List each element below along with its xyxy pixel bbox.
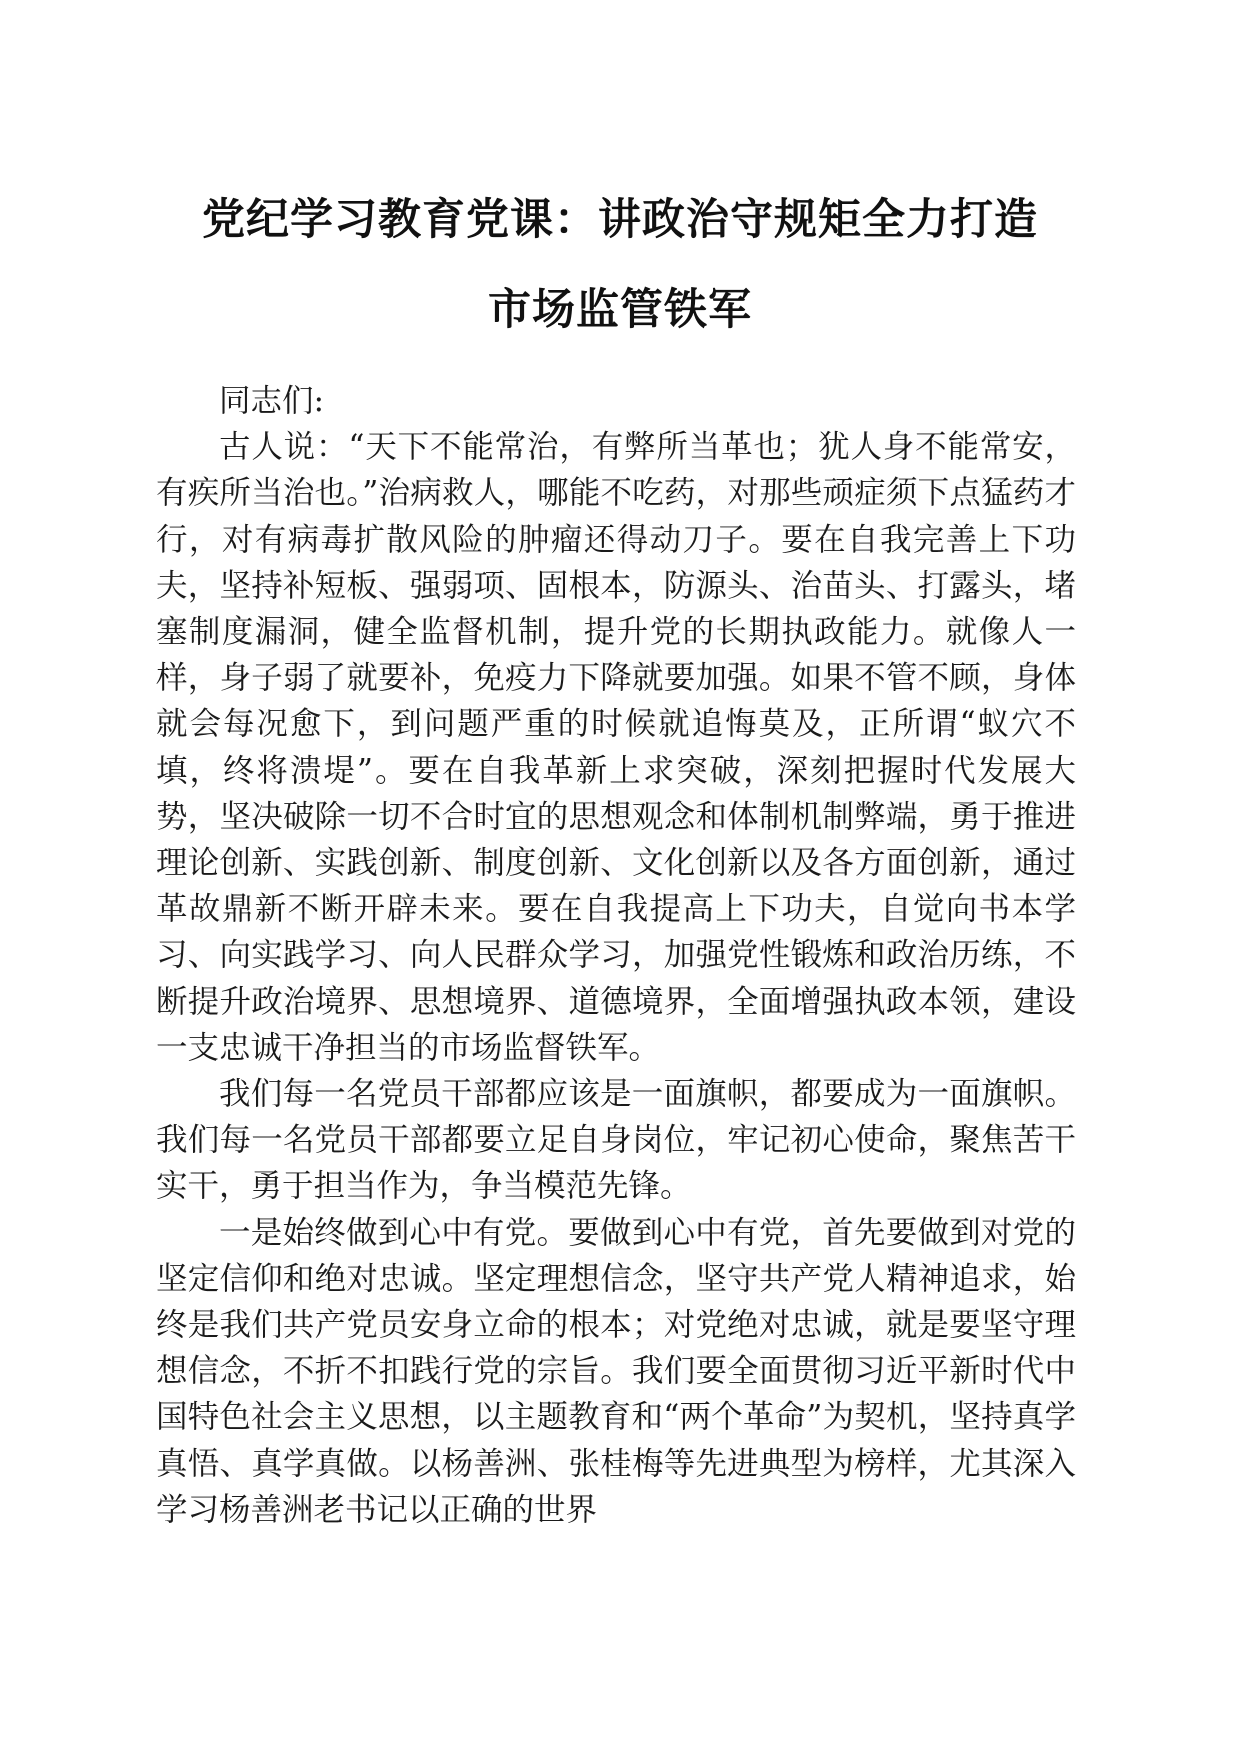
- greeting: 同志们:: [219, 383, 325, 419]
- paragraph-1: 古人说：“天下不能常治，有弊所当革也；犹人身不能常安，有疾所当治也。”治病救人，哪能不吃药，对那些顽症须下点猛药才行，对有病毒扩散风险的肿瘤还得动刀子。要在自我完善上下功夫，坚持补短板、强弱项、固根本，防源头、治苗头、打露头，堵塞制度漏洞，健全监督机制，提升党的长期执政能力。就像人一样，身子弱了就要补，免疫力下降就要加强。如果不管不顾，身体就会每况愈下，到问题严重的时候就追悔莫及，正所谓“蚁穴不填，终将溃堤”。要在自我革新上求突破，深刻把握时代发展大势，坚决破除一切不合时宜的思想观念和体制机制弊端，勇于推进理论创新、实践创新、制度创新、文化创新以及各方面创新，通过革故鼎新不断开辟未来。要在自我提高上下功夫，自觉向书本学习、向实践学习、向人民群众学习，加强党性锻炼和政治历练，不断提升政治境界、思想境界、道德境界，全面增强执政本领，建设一支忠诚干净担当的市场监督铁军。: [156, 429, 1076, 1066]
- paragraph-2: 我们每一名党员干部都应该是一面旗帜，都要成为一面旗帜。我们每一名党员干部都要立足自身岗位，牢记初心使命，聚焦苦干实干，勇于担当作为，争当模范先锋。: [156, 1076, 1076, 1205]
- paragraph-3: 一是始终做到心中有党。要做到心中有党，首先要做到对党的坚定信仰和绝对忠诚。坚定理想信念，坚守共产党人精神追求，始终是我们共产党员安身立命的根本；对党绝对忠诚，就是要坚守理想信念，不折不扣践行党的宗旨。我们要全面贯彻习近平新时代中国特色社会主义思想，以主题教育和“两个革命”为契机，坚持真学真悟、真学真做。以杨善洲、张桂梅等先进典型为榜样，尤其深入学习杨善洲老书记以正确的世界: [156, 1214, 1076, 1528]
- document-title-line2: 市场监管铁军: [488, 285, 752, 335]
- document-body: [156, 378, 1076, 1533]
- document-title-line1: 党纪学习教育党课：讲政治守规矩全力打造: [202, 195, 1038, 245]
